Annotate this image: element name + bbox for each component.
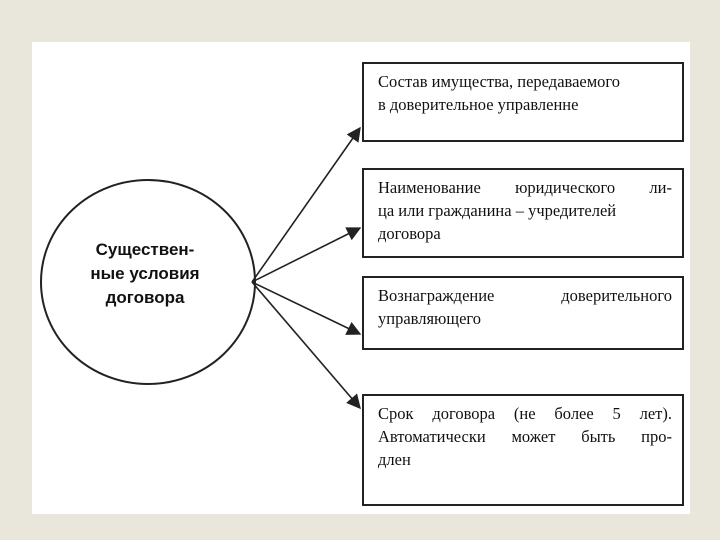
box-text-line: Наименование юридического ли-	[378, 178, 672, 197]
center-label-line: договора	[105, 288, 185, 307]
arrow-to-box-2	[252, 228, 360, 282]
condition-box-remuneration	[362, 276, 684, 350]
box-text-line: Состав имущества, передаваемого	[378, 72, 621, 91]
center-label-line: ные условия	[90, 264, 200, 283]
box-text-line: ца или гражданина – учредителей	[378, 201, 617, 220]
arrow-to-box-3	[252, 282, 360, 334]
box-text-line: Вознаграждение доверительного	[378, 286, 672, 305]
box-text-line: Срок договора (не более 5 лет).	[378, 404, 672, 423]
condition-box-founder	[362, 168, 684, 258]
center-label-line: Существен-	[95, 240, 195, 259]
box-text-line: договора	[378, 224, 441, 243]
condition-box-term	[362, 394, 684, 506]
arrow-to-box-1	[252, 128, 360, 282]
condition-box-property	[362, 62, 684, 142]
box-text-line: Автоматически может быть про-	[378, 427, 672, 446]
arrow-to-box-4	[252, 282, 360, 408]
box-text-line: в доверительное управленне	[378, 95, 579, 114]
box-text-line: длен	[378, 450, 411, 469]
center-label	[70, 238, 220, 310]
box-text-line: управляющего	[378, 309, 482, 328]
